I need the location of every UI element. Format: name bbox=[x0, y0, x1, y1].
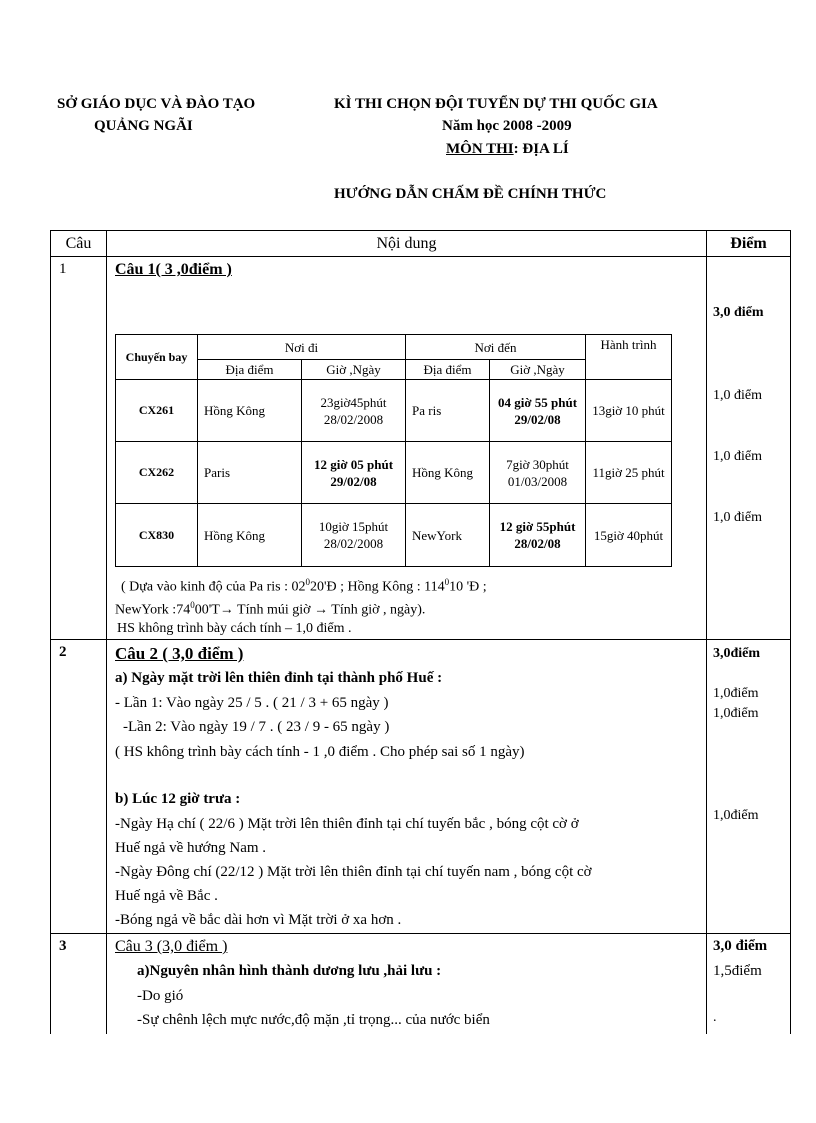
q2-b-line-5: -Bóng ngả về bắc dài hơn vì Mặt trời ở xa hơn . bbox=[115, 912, 402, 928]
header-score: Điểm bbox=[707, 231, 791, 257]
flight-row bbox=[116, 504, 672, 567]
flight-row bbox=[116, 442, 672, 504]
q2-part-a-title: a) Ngày mặt trời lên thiên đỉnh tại thành phố Huế : bbox=[115, 670, 443, 686]
flight-code: CX830 bbox=[116, 504, 198, 567]
arrive-place: Pa ris bbox=[406, 380, 490, 442]
depart-place-header: Địa điểm bbox=[198, 360, 302, 380]
flight-header: Chuyến bay bbox=[116, 335, 198, 380]
school-year: Năm học 2008 -2009 bbox=[442, 118, 572, 134]
table-header-row bbox=[51, 231, 791, 257]
arrive-place: Hồng Kông bbox=[406, 442, 490, 504]
q1-score-b: 1,0 điểm bbox=[713, 449, 762, 464]
q3-title: Câu 3 (3,0 điểm ) bbox=[115, 938, 228, 955]
flight-row bbox=[116, 380, 672, 442]
arrive-time-header: Giờ ,Ngày bbox=[490, 360, 586, 380]
q3-part-a-title: a)Nguyên nhân hình thành dương lưu ,hải lưu : bbox=[137, 963, 442, 979]
flight-table bbox=[115, 334, 672, 567]
q1-note-2: NewYork $:74^000'T\to$ Tính múi giờ → Tính giờ , ngày). bbox=[115, 600, 426, 618]
flight-code: CX261 bbox=[116, 380, 198, 442]
q1-score-a: 1,0 điểm bbox=[713, 388, 762, 403]
subject-label: MÔN THI bbox=[446, 141, 514, 157]
arrive-place: NewYork bbox=[406, 504, 490, 567]
q3-number: 3 bbox=[59, 938, 67, 954]
depart-place: Hồng Kông bbox=[198, 380, 302, 442]
q2-a-line-2: -Lần 2: Vào ngày 19 / 7 . ( 23 / 9 - 65 ngày ) bbox=[123, 719, 390, 735]
arrive-time: 12 giờ 55phút 28/02/08 bbox=[490, 504, 586, 567]
journey-time: 11giờ 25 phút bbox=[586, 442, 672, 504]
grading-table bbox=[50, 230, 791, 1034]
header-question: Câu bbox=[51, 231, 107, 257]
question-2-row bbox=[51, 640, 791, 934]
province-name: QUẢNG NGÃI bbox=[94, 118, 193, 134]
depart-place: Hồng Kông bbox=[198, 504, 302, 567]
q2-b-line-1: -Ngày Hạ chí ( 22/6 ) Mặt trời lên thiên đỉnh tại chí tuyến bắc , bóng cột cờ ở bbox=[115, 816, 579, 832]
q3-score-total: 3,0 điểm bbox=[713, 938, 768, 954]
header-content: Nội dung bbox=[107, 231, 707, 257]
q2-b-line-4: Huế ngả về Bắc . bbox=[115, 888, 218, 904]
question-1-row bbox=[51, 257, 791, 640]
q1-score-total: 3,0 điểm bbox=[713, 305, 764, 320]
q1-note-3: HS không trình bày cách tính – 1,0 điểm . bbox=[117, 621, 352, 636]
journey-time: 13giờ 10 phút bbox=[586, 380, 672, 442]
document-title: HƯỚNG DẪN CHẤM ĐỀ CHÍNH THỨC bbox=[334, 186, 607, 202]
q2-score-a2: 1,0điểm bbox=[713, 706, 759, 721]
q1-score-c: 1,0 điểm bbox=[713, 510, 762, 525]
q3-score-dot: . bbox=[713, 1010, 717, 1025]
q3-a-line-2: -Sự chênh lệch mực nước,độ mặn ,tỉ trọng... của nước biển bbox=[137, 1012, 490, 1028]
q2-score-total: 3,0điểm bbox=[713, 646, 761, 661]
journey-header: Hành trình bbox=[586, 335, 672, 380]
q2-score-b: 1,0điểm bbox=[713, 808, 759, 823]
q2-number: 2 bbox=[59, 644, 67, 660]
depart-time: 12 giờ 05 phút 29/02/08 bbox=[302, 442, 406, 504]
q2-part-b-title: b) Lúc 12 giờ trưa : bbox=[115, 791, 241, 807]
arrive-time: 04 giờ 55 phút 29/02/08 bbox=[490, 380, 586, 442]
q3-a-line-1: -Do gió bbox=[137, 988, 184, 1004]
q2-score-a1: 1,0điểm bbox=[713, 686, 759, 701]
depart-time: 23giờ45phút 28/02/2008 bbox=[302, 380, 406, 442]
depart-time-header: Giờ ,Ngày bbox=[302, 360, 406, 380]
exam-title: KÌ THI CHỌN ĐỘI TUYỂN DỰ THI QUỐC GIA bbox=[334, 96, 658, 112]
q2-a-note: ( HS không trình bày cách tính - 1 ,0 điểm . Cho phép sai số 1 ngày) bbox=[115, 744, 525, 760]
q2-b-line-2: Huế ngả về hướng Nam . bbox=[115, 840, 267, 856]
department-name: SỞ GIÁO DỤC VÀ ĐÀO TẠO bbox=[57, 96, 256, 112]
question-3-row bbox=[51, 934, 791, 1035]
q2-a-line-1: - Lần 1: Vào ngày 25 / 5 . ( 21 / 3 + 65 ngày ) bbox=[115, 695, 389, 711]
flight-code: CX262 bbox=[116, 442, 198, 504]
depart-place: Paris bbox=[198, 442, 302, 504]
depart-header: Nơi đi bbox=[198, 335, 406, 360]
arrive-time: 7giờ 30phút 01/03/2008 bbox=[490, 442, 586, 504]
q1-number: 1 bbox=[59, 261, 67, 277]
arrive-place-header: Địa điểm bbox=[406, 360, 490, 380]
q3-score-a: 1,5điểm bbox=[713, 963, 762, 979]
q2-title: Câu 2 ( 3,0 điểm ) bbox=[115, 644, 244, 663]
q1-title: Câu 1( 3 ,0điểm ) bbox=[115, 261, 232, 278]
subject-line bbox=[446, 141, 569, 158]
journey-time: 15giờ 40phút bbox=[586, 504, 672, 567]
q1-note-1: ( Dựa vào kinh độ của Pa ris : $02^020'Đ$ ; Hồng Kông : $114^010$ 'Đ ; bbox=[121, 577, 487, 595]
arrive-header: Nơi đến bbox=[406, 335, 586, 360]
q2-b-line-3: -Ngày Đông chí (22/12 ) Mặt trời lên thiên đỉnh tại chí tuyến nam , bóng cột cờ bbox=[115, 864, 592, 880]
depart-time: 10giờ 15phút 28/02/2008 bbox=[302, 504, 406, 567]
subject-value: : ĐỊA LÍ bbox=[513, 141, 569, 157]
